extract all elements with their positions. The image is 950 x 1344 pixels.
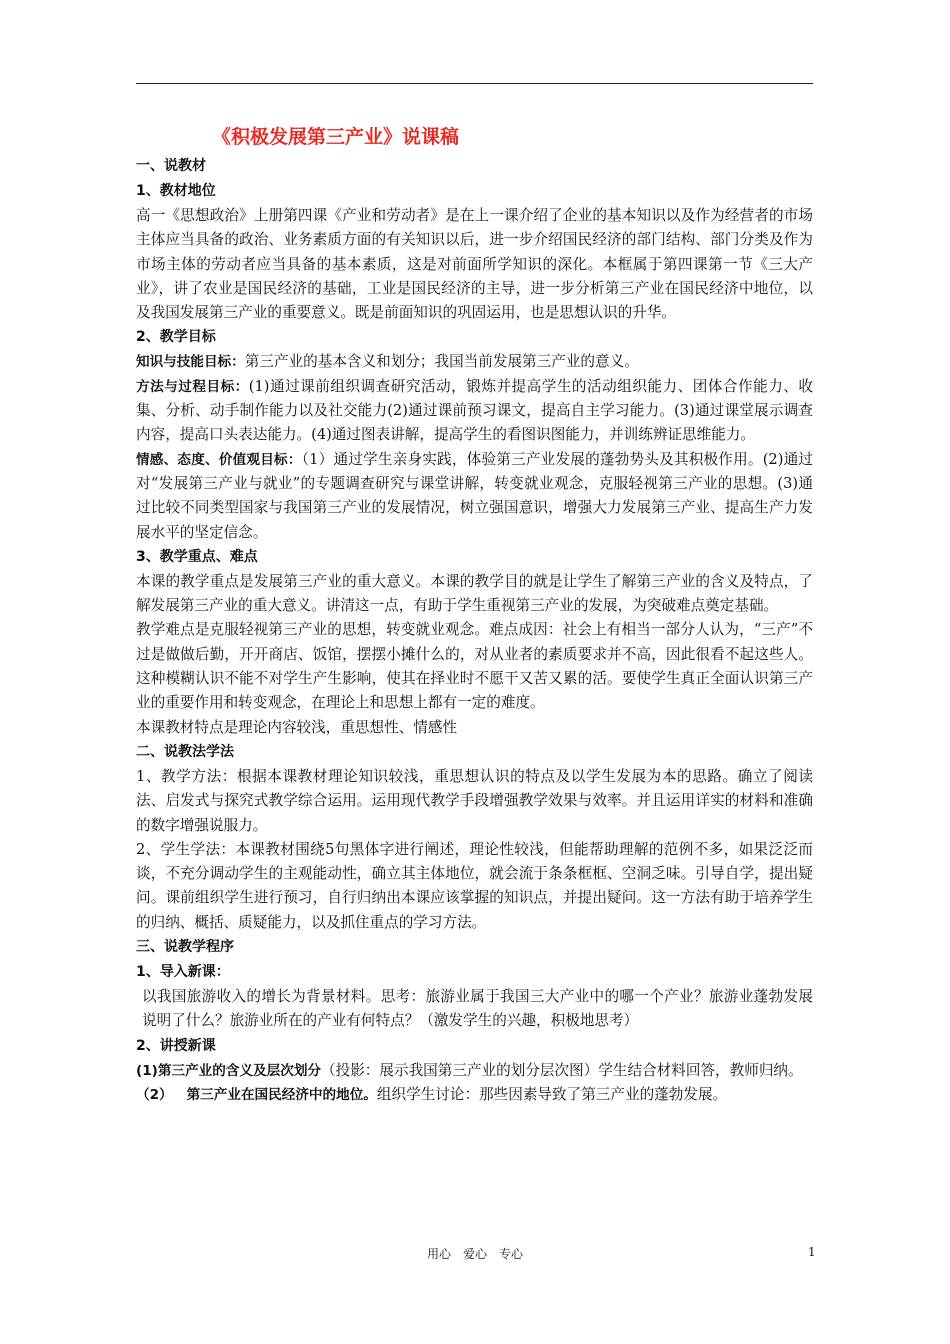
goal-emotion (136, 448, 813, 545)
header-rule (136, 83, 813, 84)
page-number: 1 (808, 1245, 816, 1259)
paragraph-introduction: 以我国旅游收入的增长为背景材料。思考：旅游业属于我国三大产业中的哪一个产业？旅游业蓬勃发展说明了什么？旅游业所在的产业有何特点？（激发学生的兴趣，积极地思考） (142, 988, 813, 1030)
goal-method-text: (1)通过课前组织调查研究活动，锻炼并提高学生的活动组织能力、团体合作能力、收集、分析、动手制作能力以及社交能力(2)通过课前预习课文，提高自主学习能力。(3)通过课堂展示调查内容，提高口头表达能力。(4)通过图表讲解，提高学生的看图识图能力，并训练辨证思维能力。 (136, 377, 814, 444)
paragraph-textbook-position: 高一《思想政治》上册第四课《产业和劳动者》是在上一课介绍了企业的基本知识以及作为经营者的市场主体应当具备的政治、业务素质方面的有关知识以后，进一步介绍国民经济的部门结构、部门分类及作为市场主体的劳动者应当具备的基本素质，这是对前面所学知识的深化。本框属于第四课第一节《三大产业》，讲了农业是国民经济的基础，工业是国民经济的主导，进一步分析第三产业在国民经济中地位，以及我国发展第三产业的重要意义。既是前面知识的巩固运用，也是思想认识的升华。 (136, 207, 813, 322)
section-heading-methods: 二、说教法学法 (136, 743, 234, 760)
lesson-item-2-text: 组织学生讨论：那些因素导致了第三产业的蓬勃发展。 (376, 1085, 728, 1103)
section-heading-textbook: 一、说教材 (136, 158, 206, 174)
lesson-item-1 (136, 1059, 813, 1083)
goal-emotion-text: （1）通过学生亲身实践，体验第三产业发展的蓬勃势头及其积极作用。(2)通过对“发展第三产业与就业”的专题调查研究与课堂讲解，转变就业观念，克服轻视第三产业的思想。(3)通过比较不同类型国家与我国第三产业的发展情况，树立强国意识，增强大力发展第三产业、提高生产力发展水平的坚定信念。 (136, 450, 813, 541)
paragraph-key-point: 本课的教学重点是发展第三产业的重大意义。本课的教学目的就是让学生了解第三产业的含义及特点，了解发展第三产业的重大意义。讲清这一点，有助于学生重视第三产业的发展，为突破难点奠定基础。 (136, 572, 813, 615)
subheading-teaching-goals: 2、教学目标 (136, 329, 216, 346)
lesson-item-1-text: （投影：展示我国第三产业的划分层次图）学生结合材料回答，教师归纳。 (321, 1061, 803, 1079)
goal-knowledge-label: 知识与技能目标： (136, 354, 245, 371)
lesson-item-2-number: （2） (136, 1086, 173, 1103)
paragraph-learning-method: 2、学生学法：本课教材围绕5句黑体字进行阐述，理论性较浅，但能帮助理解的范例不多，如果泛泛而谈，不充分调动学生的主观能动性，确立其主体地位，就会流于条条框框、空洞乏味。引导自学，提出疑问。课前组织学生进行预习，自行归纳出本课应该掌握的知识点，并提出疑问。这一方法有助于培养学生的归纳、概括、质疑能力，以及抓住重点的学习方法。 (136, 840, 813, 931)
paragraph-feature: 本课教材特点是理论内容较浅，重思想性、情感性 (136, 718, 458, 736)
subheading-key-points: 3、教学重点、难点 (136, 548, 258, 565)
subheading-new-lesson: 2、讲授新课 (136, 1037, 216, 1054)
section-heading-procedure: 三、说教学程序 (136, 939, 234, 956)
goal-emotion-label: 情感、态度、价值观目标： (136, 451, 302, 468)
document-body (136, 120, 813, 1107)
lesson-item-2 (136, 1083, 813, 1107)
document-title: 《积极发展第三产业》说课稿 (212, 126, 460, 148)
lesson-item-2-label: 第三产业在国民经济中的地位。 (186, 1086, 377, 1103)
goal-knowledge-text: 第三产业的基本含义和划分；我国当前发展第三产业的意义。 (244, 353, 639, 371)
goal-method (136, 375, 813, 448)
goal-knowledge (136, 350, 813, 374)
footer-motto: 用心 爱心 专心 (426, 1247, 523, 1261)
goal-method-label: 方法与过程目标： (136, 378, 249, 395)
paragraph-teaching-method: 1、教学方法：根据本课教材理论知识较浅，重思想认识的特点及以学生发展为本的思路。确立了阅读法、启发式与探究式教学综合运用。运用现代教学手段增强教学效果与效率。并且运用详实的材料和准确的数字增强说服力。 (136, 767, 813, 834)
lesson-item-1-label: (1)第三产业的含义及层次划分 (136, 1062, 322, 1079)
paragraph-difficulty: 教学难点是克服轻视第三产业的思想，转变就业观念。难点成因：社会上有相当一部分人认为，“三产”不过是做做后勤，开开商店、饭馆，摆摆小摊什么的，对从业者的素质要求并不高，因此很看不起这些人。这种模糊认识不能不对学生产生影响，使其在择业时不愿干又苦又累的活。要使学生真正全面认识第三产业的重要作用和转变观念，在理论上和思想上都有一定的难度。 (136, 621, 813, 712)
subheading-introduction: 1、导入新课： (136, 964, 230, 981)
subheading-textbook-position: 1、教材地位 (136, 183, 216, 199)
